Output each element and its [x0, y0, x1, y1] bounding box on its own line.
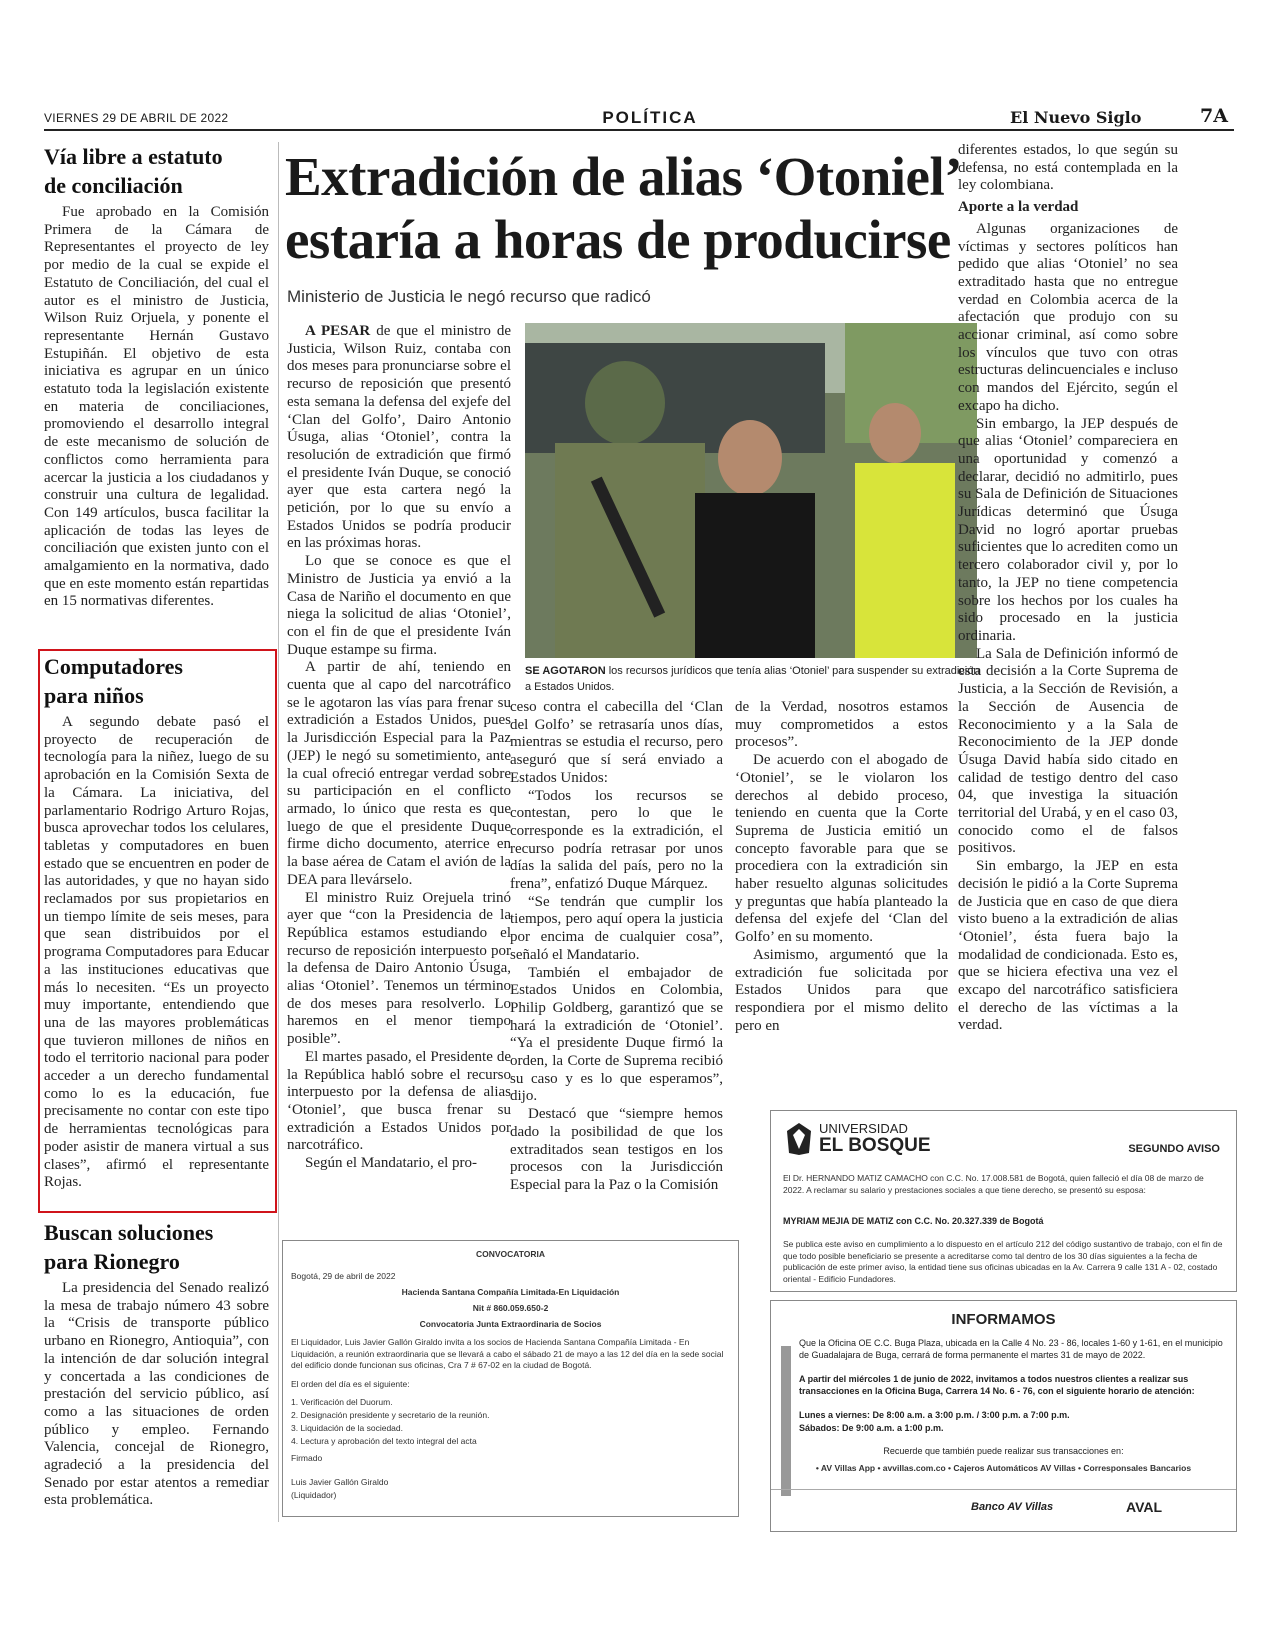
ad-paragraph-2: MYRIAM MEJIA DE MATIZ con C.C. No. 20.327.339 de Bogotá	[783, 1216, 1044, 1226]
brief-title: Computadores para niños	[44, 654, 183, 708]
notice-company: Hacienda Santana Compañía Limitada-En Liquidación	[401, 1287, 620, 1297]
ad-paragraph-1: El Dr. HERNANDO MATIZ CAMACHO con C.C. No. 17.008.581 de Bogotá, quien falleció el día 08 de marzo de 2022. A reclamar su salario y prestaciones sociales a que tiene derecho, se presentó su esposa:	[783, 1173, 1204, 1195]
group-logo: AVAL	[1126, 1499, 1163, 1515]
paragraph: La Sala de Definición informó de esta decisión a la Corte Suprema de Justicia, a la Sección de Revisión, a la Sección de Ausencia de Reconocimiento y a la Sala de Reconocimiento de la JEP donde Úsuga David había sido citado en calidad de testigo dentro del caso 04, que investiga la situación territorial del Urabá, y en el caso 03, conocido como el de falsos positivos.	[958, 645, 1178, 857]
notice-convocatoria	[282, 1240, 739, 1517]
agenda-item: 2. Designación presidente y secretario de la reunión.	[291, 1410, 490, 1420]
logo-line-1: UNIVERSIDAD	[819, 1121, 908, 1136]
article-headline: Extradición de alias ‘Otoniel’ estaría a horas de producirse	[285, 146, 963, 270]
article-photo	[525, 323, 977, 658]
paragraph: “Todos los recursos se contestan, pero lo que le corresponde es la extradición, el recurso podría retrasar por unos días la salida del país, pero no la frena”, enfatizó Duque Márquez.	[510, 787, 723, 893]
paragraph: De acuerdo con el abogado de ‘Otoniel’, se le violaron los derechos al debido proceso, teniendo en cuenta que la Corte Suprema de Justicia emitió un concepto favorable para que se procediera con la extradición sin haber resuelto algunas solicitudes y preguntas que había planteado la defensa del exjefe del ‘Clan del Golfo’ en su momento.	[735, 752, 948, 946]
brief-rionegro	[44, 1218, 269, 1510]
brief-title: Vía libre a estatuto de conciliación	[44, 144, 223, 198]
ad-paragraph-1: Que la Oficina OE C.C. Buga Plaza, ubicada en la Calle 4 No. 23 - 86, locales 1-60 y 1-61, en el municipio de Guadalajara de Buga, cerrará de forma permanente el martes 31 de mayo de 2022.	[799, 1338, 1223, 1360]
brief-body: Fue aprobado en la Comisión Primera de la Cámara de Representantes el proyecto de ley por medio de la cual se expide el Estatuto de Conciliación, del cual el autor es el ministro de Justicia, Wilson Ruiz Orjuela, y ponente el representante Hernán Gustavo Estupiñán. El objetivo de esta iniciativa es agrupar en un único estatuto toda la legislación existente en materia de conciliaciones, promoviendo el desarrollo integral de este mecanismo de solución de conflictos como herramienta para acercar la justicia a los ciudadanos y construir una cultura de legalidad. Con 149 artículos, busca facilitar la aplicación de todas las leyes de conciliación que existen junto con el amalgamiento en la normativa, dado que en este momento están repartidas en 15 normativas diferentes.	[44, 204, 269, 610]
paragraph: El ministro Ruiz Orejuela trinó ayer que “con la Presidencia de la República estamos estudiando el recurso de reposición interpuesto por la defensa de Dairo Antonio Úsuga, alias ‘Otoniel’. Tenemos un término de dos meses para resolverlo. Lo haremos en el menor tiempo posible”.	[287, 889, 511, 1048]
paragraph: diferentes estados, lo que según su defensa, no está contemplada en la ley colombiana.	[958, 142, 1178, 194]
paragraph: Lo que se conoce es que el Ministro de Justicia ya envió a la Casa de Nariño el documento en que niega la solicitud de alias ‘Otoniel’, con el fin de que el presidente Iván Duque estampe su firma.	[287, 553, 511, 658]
article-col-2	[510, 699, 723, 1195]
article-col-4	[958, 142, 1178, 1035]
paragraph: ceso contra el cabecilla del ‘Clan del Golfo’ se retrasaría unos días, mientras se estudia el recurso, pero aseguró que sí será enviado a Estados Unidos:	[510, 699, 723, 786]
paragraph: Asimismo, argumentó que la extradición fue solicitada por Estados Unidos para que respondiera por el mismo delito pero en	[735, 946, 948, 1034]
article-col-3	[735, 699, 948, 1035]
brief-estatuto	[44, 142, 269, 611]
photo-caption: SE AGOTARON los recursos jurídicos que tenía alias ‘Otoniel’ para suspender su extradición a Estados Unidos.	[525, 665, 980, 693]
brief-computadores	[44, 652, 269, 1192]
notice-title: CONVOCATORIA	[475, 1249, 546, 1259]
notice-agenda-title: El orden del día es el siguiente:	[291, 1379, 410, 1389]
paragraph: Según el Mandatario, el pro-	[305, 1155, 478, 1172]
paragraph: Destacó que “siempre hemos dado la posibilidad de que los extraditados sean testigos en los procesos con la Jurisdicción Especial para la Paz o la Comisión	[510, 1106, 723, 1193]
ad-paragraph-3: Recuerde que también puede realizar sus transacciones en:	[883, 1446, 1124, 1456]
agenda-item: 4. Lectura y aprobación del texto integral del acta	[291, 1436, 477, 1446]
paragraph: El martes pasado, el Presidente de la República habló sobre el recurso interpuesto por la defensa de alias ‘Otoniel’, que busca frenar su extradición a Estados Unidos por narcotráfico.	[287, 1048, 511, 1154]
brief-body: A segundo debate pasó el proyecto de recuperación de tecnología para la niñez, luego de su aprobación en la Comisión Sexta de la Cámara. La iniciativa, del parlamentario Rodrigo Arturo Rojas, busca aprovechar todos los celulares, tabletas y computadores en buen estado que se encuentren en poder de las autoridades, y que no hayan sido reclamados por sus propietarios en un tiempo límite de seis meses, para que sean distribuidos por el programa Computadores para Educar a las instituciones educativas que más lo necesiten. “Es un proyecto muy importante, entendiendo que una de las mayores problemáticas que tuvieron millones de niños en todo el territorio nacional para poder acceder a un derecho fundamental como lo es la educación, fue precisamente no contar con este tipo de herramientas tecnológicas para poder asistir de manera virtual a sus clases”, afirmó el representante Rojas.	[44, 714, 269, 1191]
notice-signer-role: (Liquidador)	[291, 1490, 337, 1500]
newspaper-name: El Nuevo Siglo	[1010, 108, 1142, 127]
paragraph: “Se tendrán que cumplir los tiempos, pero aquí opera la justicia por encima de cualquier cosa”, señaló el Mandatario.	[510, 893, 723, 963]
notice-date: Bogotá, 29 de abril de 2022	[291, 1271, 396, 1281]
lead-bold: A PESAR	[305, 323, 371, 339]
article-col-1	[287, 323, 511, 1173]
ad-divider	[771, 1489, 1236, 1490]
paragraph: Algunas organizaciones de víctimas y sectores políticos han pedido que alias ‘Otoniel’ no sea extraditado hasta que no entregue verdad en Colombia acerca de la afectación que produjo con su accionar criminal, así como sobre los vínculos que tuvo con otras estructuras delincuenciales e incluso con mandos del Ejército, según el excapo ha dicho.	[958, 220, 1178, 414]
section-title: POLÍTICA	[602, 108, 698, 127]
ad-hours-saturday: Sábados: De 9:00 a.m. a 1:00 p.m.	[799, 1423, 944, 1433]
agenda-item: 3. Liquidación de la sociedad.	[291, 1423, 403, 1433]
paragraph: de la Verdad, nosotros estamos muy comprometidos a estos procesos”.	[735, 699, 948, 751]
logo-line-2: EL BOSQUE	[819, 1135, 931, 1156]
notice-signer-name: Luis Javier Gallón Giraldo	[291, 1477, 389, 1487]
ad-paragraph-2: A partir del miércoles 1 de junio de 2022, invitamos a todos nuestros clientes a realizar sus transacciones en la Oficina Buga, Carrera 14 No. 6 - 76, con el siguiente horario de atención:	[799, 1374, 1195, 1396]
ad-informamos	[770, 1300, 1237, 1532]
brief-body: La presidencia del Senado realizó la mesa de trabajo número 43 sobre la “Crisis de transporte público urbano en Rionegro, Antioquia”, con la intención de dar solución integral y concertada a las condiciones de prestación del servicio público, así como a las situaciones de orden público y empleo. Fernando Valencia, concejal de Rionegro, agradeció a la presidencia del Senado por estar atentos a remediar esta problemática.	[44, 1280, 269, 1509]
issue-date: VIERNES 29 DE ABRIL DE 2022	[44, 111, 229, 125]
paragraph: A partir de ahí, teniendo en cuenta que al capo del narcotráfico se le agotaron las vías para frenar su extradición a Estados Unidos, pues la Jurisdicción Especial para la Paz (JEP) le negó su sometimiento, ante la cual ofreció entregar verdad sobre su participación en el conflicto armado, lo único que resta es que luego de que el presidente Duque firme dicho documento, aterrice en la base aérea de Catam el avión de la DEA para llevárselo.	[287, 659, 511, 888]
agenda-item: 1. Verificación del Duorum.	[291, 1397, 393, 1407]
photo-illustration	[525, 323, 977, 658]
lead-paragraph: A PESAR de que el ministro de Justicia, Wilson Ruiz, contaba con dos meses para pronunciarse sobre el recurso de reposición que presentó esta semana la defensa del exjefe del ‘Clan del Golfo’, Dairo Antonio Úsuga, alias ‘Otoniel’, contra la resolución de extradición que firmó el presidente Iván Duque, se conoció ayer que esta cartera negó la petición, por lo que su envío a Estados Unidos se podría producir en las próximas horas.	[287, 323, 511, 552]
column-divider	[278, 142, 279, 1522]
ad-tag: SEGUNDO AVISO	[1128, 1143, 1220, 1155]
ad-hours-weekdays: Lunes a viernes: De 8:00 a.m. a 3:00 p.m. / 3:00 p.m. a 7:00 p.m.	[799, 1410, 1070, 1420]
ad-paragraph-3: Se publica este aviso en cumplimiento a lo dispuesto en el artículo 212 del código sustantivo de trabajo, con el fin de que todo posible beneficiario se presente a acreditarse como tal dentro de los 30 días siguientes a la fecha de publicación de este primer aviso, la entidad tiene sus oficinas ubicadas en la Av. Carrera 9 calle 131 A - 02, costado oriental - Edificio Fundadores.	[783, 1239, 1223, 1284]
ad-title: INFORMAMOS	[951, 1311, 1056, 1328]
bank-logo: Banco AV Villas	[971, 1501, 1054, 1513]
article-subhead: Ministerio de Justicia le negó recurso que radicó	[287, 287, 651, 306]
article-subtitle: Aporte a la verdad	[958, 199, 1079, 216]
notice-type: Convocatoria Junta Extraordinaria de Socios	[419, 1319, 602, 1329]
ad-universidad-el-bosque	[770, 1110, 1237, 1292]
page-number: 7A	[1200, 105, 1228, 127]
paragraph: También el embajador de Estados Unidos en Colombia, Philip Goldberg, garantizó que se hará la extradición de ‘Otoniel’. “Ya el presidente Duque firmó la orden, la Corte de Suprema recibió su caso y es lo que esperamos”, dijo.	[510, 964, 723, 1105]
notice-signed: Firmado	[291, 1453, 323, 1463]
university-crest-icon	[785, 1123, 813, 1155]
header-rule	[44, 129, 1234, 131]
brief-title: Buscan soluciones para Rionegro	[44, 1220, 214, 1274]
notice-body: El Liquidador, Luis Javier Gallón Giraldo invita a los socios de Hacienda Santana Compañía Limitada - En Liquidación, a reunión extraordinaria que se llevará a cabo el sábado 21 de mayo a las 12 del día en la sede social del edificio donde funcionan sus oficinas, Cra 7 # 67-02 en la ciudad de Bogotá.	[291, 1337, 724, 1370]
paragraph: Sin embargo, la JEP después de que alias ‘Otoniel’ compareciera en una oportunidad y comenzó a declarar, decidió no admitirlo, pues su Sala de Definición de Situaciones Jurídicas determinó que Úsuga David no logró aportar pruebas suficientes que lo acrediten como un tercero colaborador civil y, por lo tanto, la JEP no tiene competencia sobre los hechos por los cuales ha sido procesado en la justicia ordinaria.	[958, 415, 1178, 644]
notice-nit: Nit # 860.059.650-2	[472, 1303, 549, 1313]
ad-channels: • AV Villas App • avvillas.com.co • Cajeros Automáticos AV Villas • Corresponsales Bancarios	[815, 1463, 1192, 1473]
paragraph: Sin embargo, la JEP en esta decisión le pidió a la Corte Suprema de Justicia que en caso de que diera visto bueno a la extradición de alias ‘Otoniel’, ésta fuera bajo la modalidad de condicionada. Esto es, que se hiciera efectiva una vez el excapo del narcotráfico satisficiera el derecho de las víctimas a la verdad.	[958, 858, 1178, 1034]
